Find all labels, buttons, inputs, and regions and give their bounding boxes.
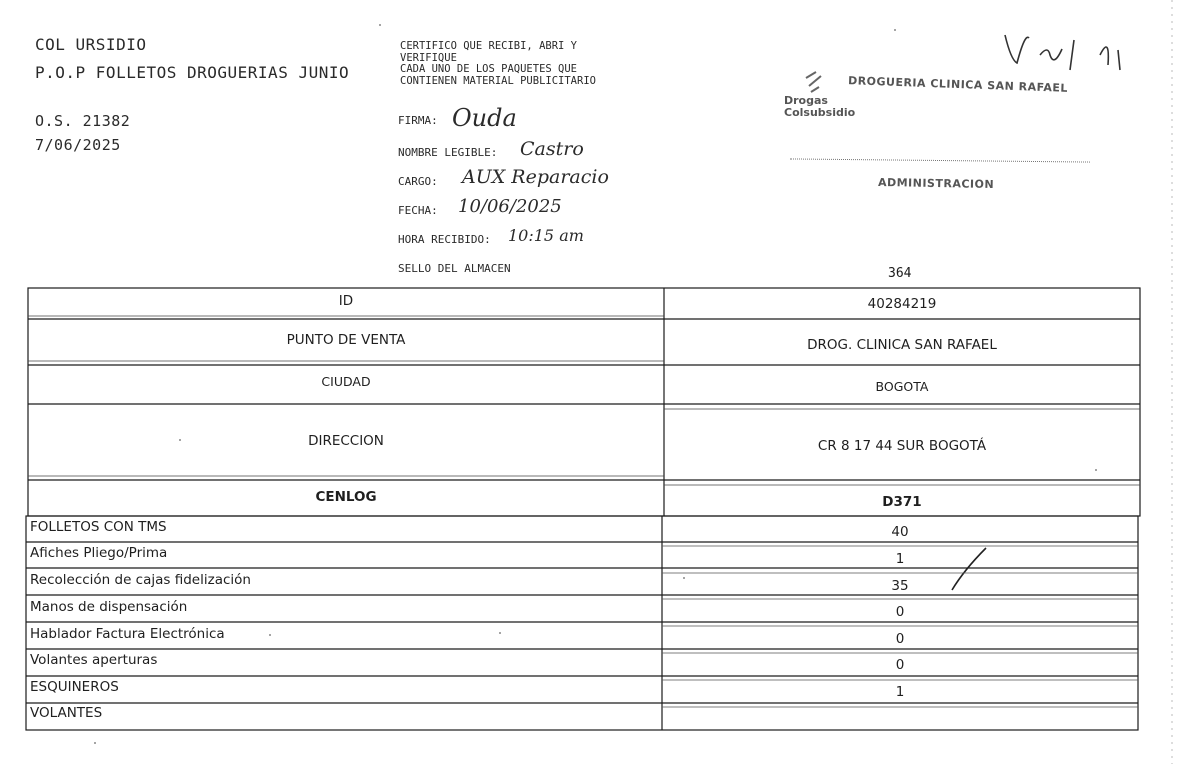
stamp-logo-line: Colsubsidio — [784, 106, 856, 119]
firma-label: FIRMA: — [398, 114, 438, 127]
store-number: 364 — [888, 266, 912, 281]
stamp-store-name: DROGUERIA CLINICA SAN RAFAEL — [847, 74, 1069, 95]
item-value: 1 — [895, 551, 905, 567]
direccion-value: CR 8 17 44 SUR BOGOTÁ — [817, 438, 987, 454]
id-label: ID — [338, 293, 354, 309]
stamp-logo — [784, 95, 855, 119]
id-value: 40284219 — [867, 296, 937, 312]
company-name: COL URSIDIO — [35, 35, 147, 54]
item-value: 0 — [895, 657, 905, 673]
nombre-label: NOMBRE LEGIBLE: — [398, 146, 498, 159]
hora-value: 10:15 am — [508, 226, 584, 245]
item-label: VOLANTES — [30, 705, 103, 721]
certificate-line: CERTIFICO QUE RECIBI, ABRI Y — [400, 40, 578, 52]
certificate-line: CADA UNO DE LOS PAQUETES QUE — [400, 63, 578, 75]
cargo-label: CARGO: — [398, 175, 438, 188]
stamp-administration: ADMINISTRACION — [877, 175, 995, 192]
nombre-value: Castro — [520, 138, 584, 160]
item-label: Afiches Pliego/Prima — [30, 545, 168, 561]
project-title: P.O.P FOLLETOS DROGUERIAS JUNIO — [35, 63, 350, 82]
item-label: Volantes aperturas — [30, 652, 158, 668]
cenlog-label: CENLOG — [315, 489, 377, 505]
stamp-logo-line: Drogas — [784, 94, 828, 107]
item-label: Manos de dispensación — [30, 599, 188, 615]
item-label: Hablador Factura Electrónica — [30, 626, 225, 642]
certificate-statement — [400, 41, 660, 87]
sello-label: SELLO DEL ALMACEN — [398, 262, 511, 275]
item-value: 0 — [895, 604, 905, 620]
item-label: Recolección de cajas fidelización — [30, 572, 251, 588]
cenlog-value: D371 — [882, 494, 922, 510]
certificate-line: VERIFIQUE — [400, 51, 457, 64]
certificate-line: CONTIENEN MATERIAL PUBLICITARIO — [400, 74, 596, 87]
document-date: 7/06/2025 — [35, 136, 121, 154]
signature-mark — [1005, 35, 1120, 70]
cargo-value: AUX Reparacio — [462, 166, 609, 188]
hora-label: HORA RECIBIDO: — [398, 233, 491, 246]
punto-de-venta-value: DROG. CLINICA SAN RAFAEL — [807, 337, 997, 353]
item-value: 0 — [895, 631, 905, 647]
stamp-logo-icon — [806, 72, 821, 92]
direccion-label: DIRECCION — [308, 433, 384, 449]
ciudad-label: CIUDAD — [321, 374, 371, 389]
punto-de-venta-label: PUNTO DE VENTA — [286, 332, 406, 348]
firma-value: Ouda — [452, 104, 517, 132]
item-value: 40 — [891, 524, 909, 540]
ciudad-value: BOGOTA — [875, 379, 929, 394]
item-label: ESQUINEROS — [30, 679, 119, 695]
item-label: FOLLETOS CON TMS — [30, 519, 167, 535]
fecha-value: 10/06/2025 — [458, 196, 562, 217]
info-table-lines — [28, 288, 1140, 516]
fecha-label: FECHA: — [398, 204, 438, 217]
item-value: 35 — [891, 578, 909, 594]
order-number: O.S. 21382 — [35, 112, 131, 130]
item-value: 1 — [895, 684, 905, 700]
